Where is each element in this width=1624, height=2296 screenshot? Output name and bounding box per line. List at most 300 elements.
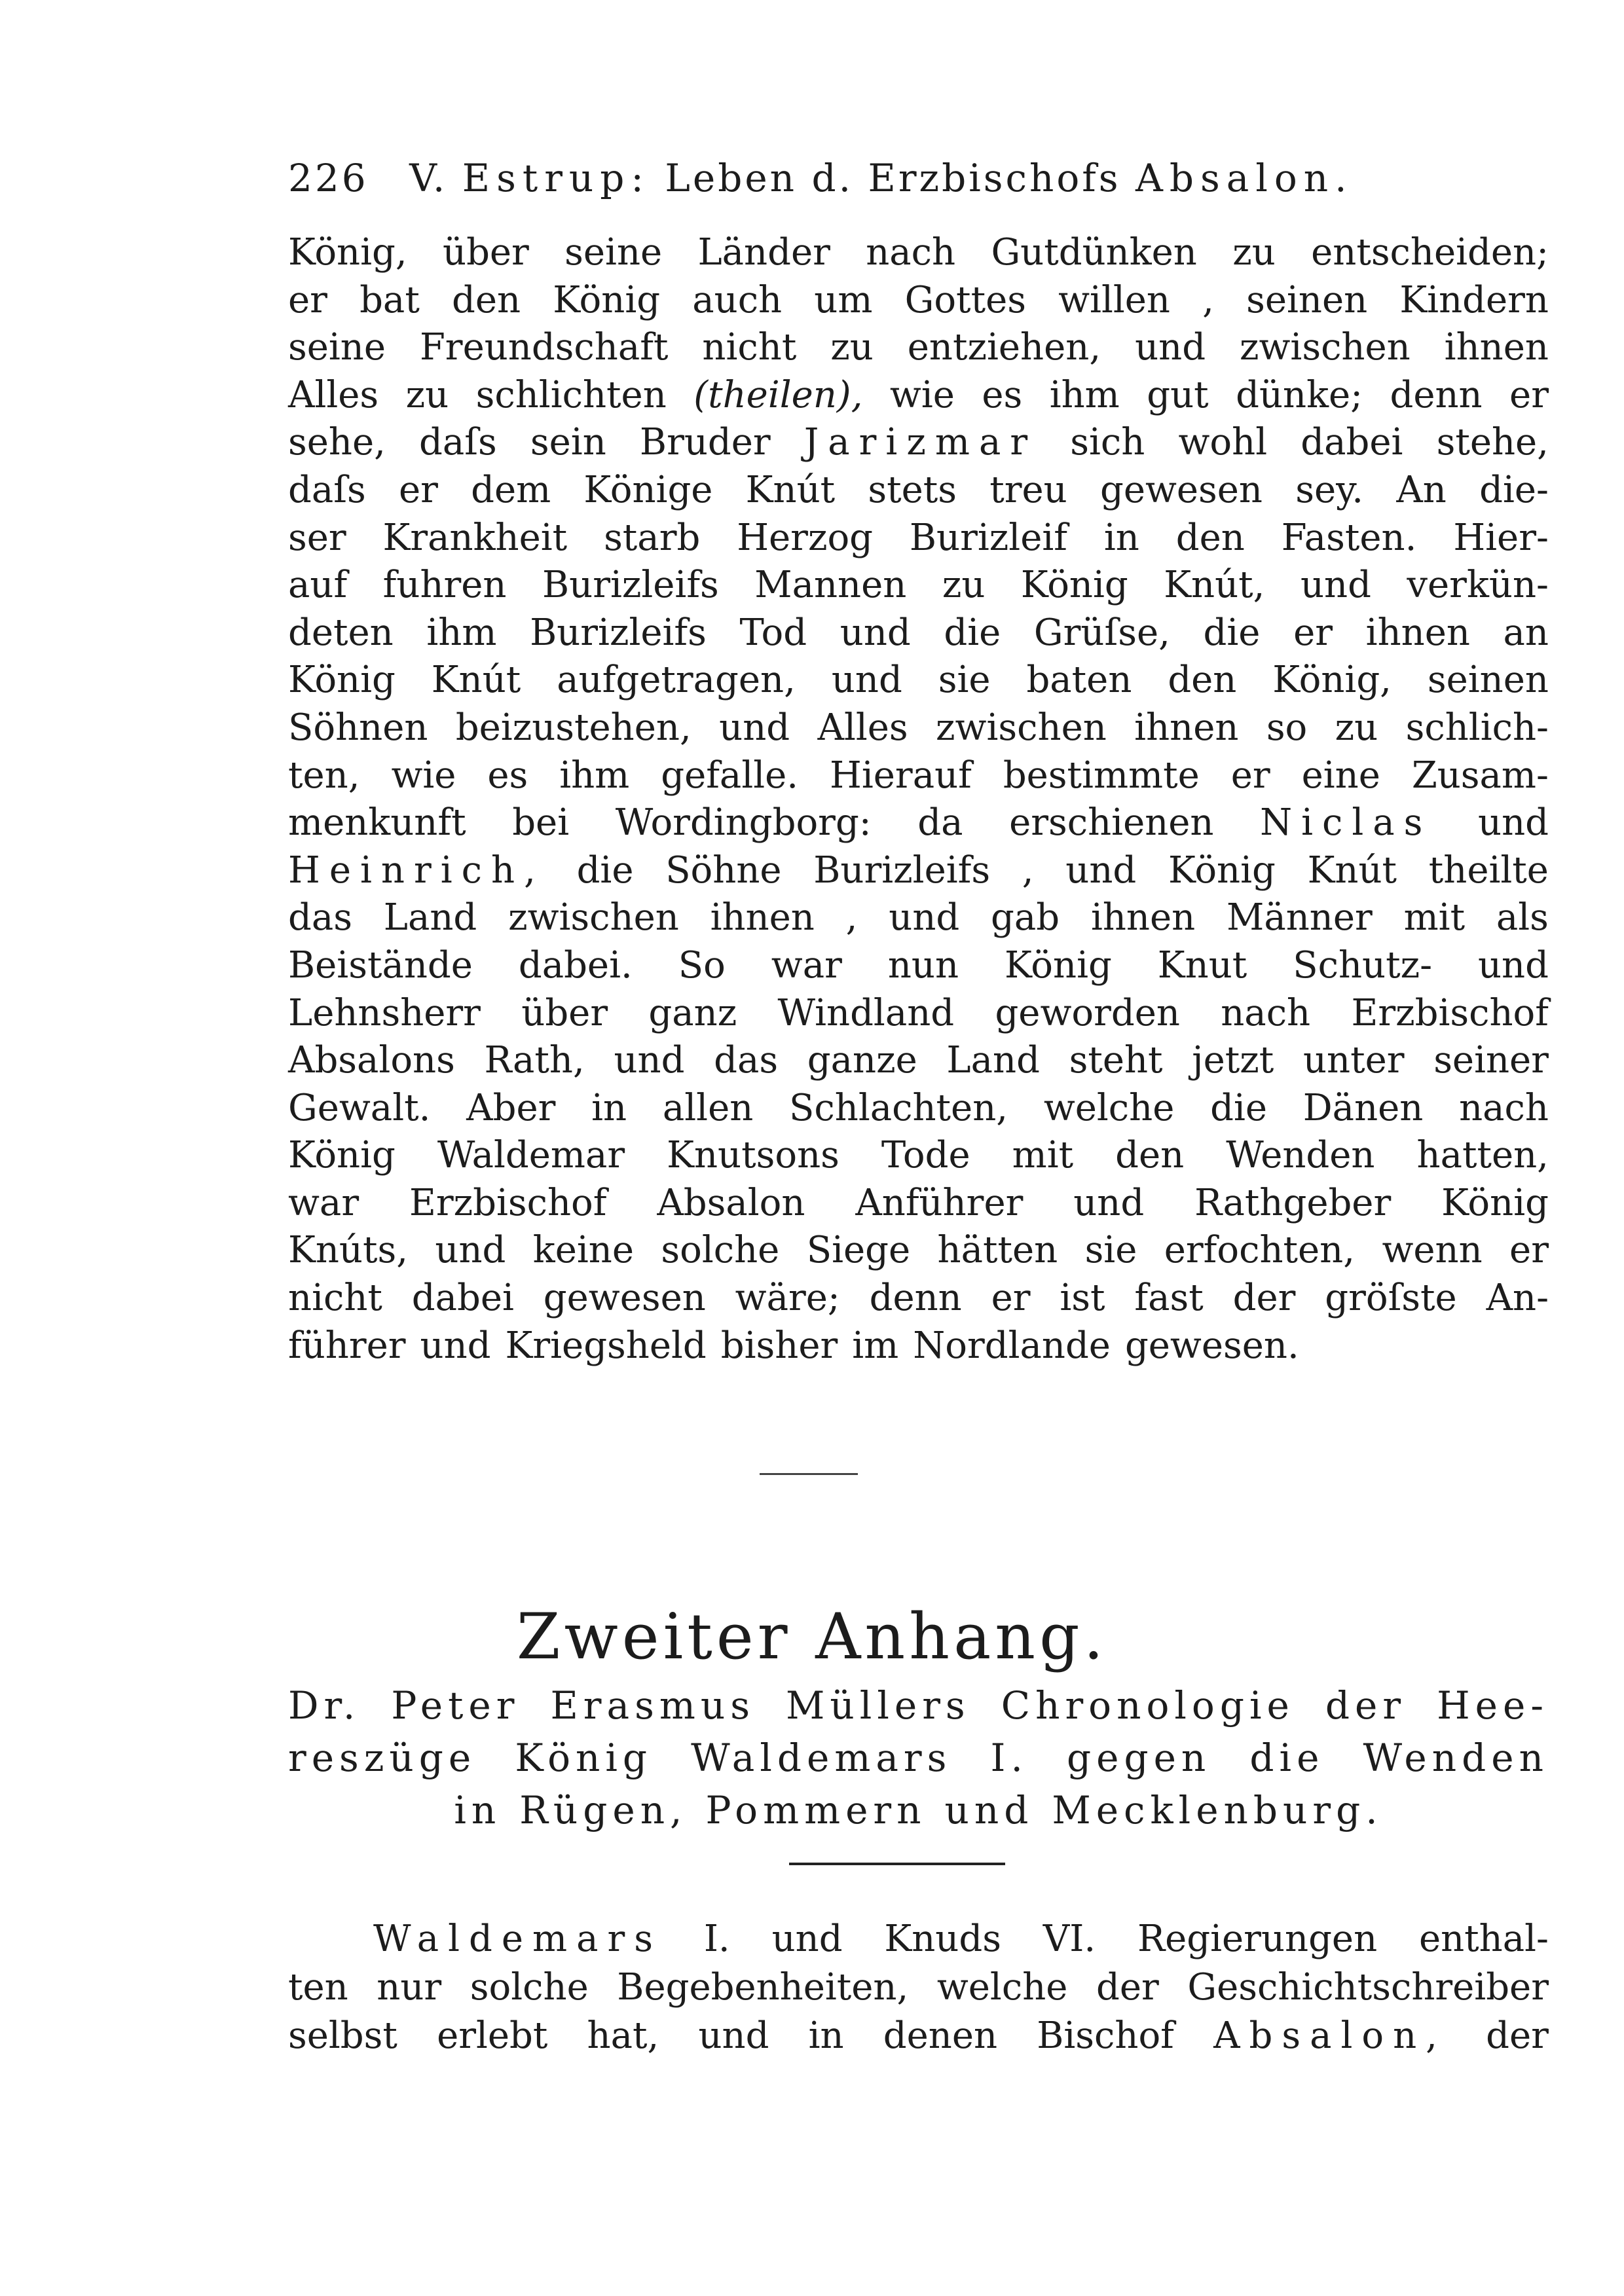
word: VI.	[1043, 1918, 1096, 1960]
word: gewesen	[1099, 468, 1263, 511]
word: Knút,	[1164, 564, 1265, 607]
word: Schutz-	[1293, 943, 1433, 987]
word: als	[1496, 896, 1549, 939]
word: hätten	[937, 1229, 1058, 1272]
word: steht	[1069, 1039, 1163, 1082]
word: sehe,	[288, 421, 386, 464]
word: Knút	[745, 468, 836, 511]
word: entscheiden;	[1311, 231, 1549, 274]
word: seiner	[1433, 1039, 1549, 1082]
word: erfochten,	[1164, 1229, 1356, 1272]
word: über	[443, 231, 529, 274]
word: Freundschaft	[419, 326, 669, 369]
text-line	[288, 1275, 1549, 1322]
word: König	[288, 659, 396, 702]
word: und	[840, 611, 911, 654]
word: seinen	[1427, 659, 1549, 702]
word: Bruder	[639, 421, 771, 464]
word: König	[1004, 943, 1112, 987]
word: ihm	[426, 611, 497, 654]
word: der	[1486, 2014, 1549, 2057]
word: die	[1203, 611, 1261, 654]
final-paragraph	[288, 1915, 1549, 2060]
word: er	[1509, 1229, 1549, 1272]
word: Knutsons	[667, 1134, 840, 1177]
word: bei	[512, 801, 570, 845]
word: Grüſse,	[1033, 611, 1170, 654]
text-line	[288, 324, 1549, 372]
word: die	[1249, 1736, 1325, 1780]
word: führer	[288, 1324, 406, 1367]
word: gröſste	[1325, 1277, 1457, 1320]
word: Land	[946, 1039, 1040, 1082]
header-title-name: Absalon.	[1135, 156, 1354, 200]
word: der	[1232, 1277, 1296, 1320]
word: nicht	[702, 326, 797, 369]
running-header	[288, 152, 1532, 204]
word: hat,	[587, 2014, 659, 2057]
word: König,	[288, 231, 407, 274]
text-line	[288, 1784, 1549, 1836]
text-line	[288, 467, 1549, 515]
word: schlichten	[475, 373, 667, 416]
word: so	[1266, 706, 1308, 749]
word: seine	[564, 231, 663, 274]
word: aufgetragen,	[557, 659, 796, 702]
word: ,	[1022, 848, 1034, 892]
word: zu	[830, 326, 874, 369]
word: ,	[845, 896, 858, 939]
word: König	[515, 1736, 653, 1780]
word: sie	[1084, 1229, 1137, 1272]
word: Söhne	[665, 848, 782, 892]
word: und	[1065, 848, 1137, 892]
word: Knúts,	[288, 1229, 409, 1272]
word: Kindern	[1399, 278, 1549, 321]
word: das	[288, 896, 352, 939]
word: ,	[1202, 278, 1214, 321]
word: dabei.	[518, 943, 633, 987]
word: ihm	[559, 754, 630, 797]
word: ihnen	[1365, 611, 1470, 654]
word: in	[591, 1086, 627, 1129]
text-line	[288, 1227, 1549, 1275]
text-line	[288, 942, 1549, 990]
word: gewesen	[543, 1277, 706, 1320]
word: Absalon,	[1213, 2014, 1447, 2057]
word: auf	[288, 564, 348, 607]
word: König	[1020, 564, 1128, 607]
text-line	[288, 894, 1549, 942]
text-line	[288, 1132, 1549, 1180]
word: zu	[1232, 231, 1276, 274]
word: gefalle.	[661, 754, 799, 797]
word: sein	[530, 421, 606, 464]
word: An-	[1486, 1277, 1549, 1320]
word: in	[1103, 516, 1139, 559]
word: Absalons	[288, 1039, 455, 1082]
word: Mecklenburg.	[1052, 1788, 1383, 1832]
word: Begebenheiten,	[617, 1966, 909, 2009]
word: er	[991, 1277, 1031, 1320]
word: Männer	[1226, 896, 1373, 939]
word: Rathgeber	[1194, 1181, 1392, 1224]
word: dem	[471, 468, 551, 511]
word: fast	[1134, 1277, 1204, 1320]
word: Burizleif	[909, 516, 1067, 559]
word: und	[831, 659, 902, 702]
word: Land	[383, 896, 477, 939]
word: Regierungen	[1137, 1918, 1378, 1960]
word: er	[1293, 611, 1333, 654]
word: und	[719, 706, 790, 749]
word: Alles	[288, 373, 379, 416]
word: zu	[405, 373, 449, 416]
word: fuhren	[382, 564, 507, 607]
text-line	[288, 657, 1549, 704]
text-line	[288, 847, 1549, 895]
word: sey.	[1295, 468, 1364, 511]
word: Könige	[583, 468, 713, 511]
word: reszüge	[288, 1736, 477, 1780]
word: seine	[288, 326, 386, 369]
word: Knuds	[884, 1918, 1001, 1960]
word: und	[771, 1918, 843, 1960]
text-line	[288, 1915, 1549, 1963]
word: Lehnsherr	[288, 991, 481, 1034]
word: entziehen,	[907, 326, 1101, 369]
word: willen	[1058, 278, 1170, 321]
word: die	[576, 848, 634, 892]
word: und	[1300, 564, 1371, 607]
word: Fasten.	[1281, 516, 1417, 559]
word: wohl	[1178, 421, 1268, 464]
text-line	[288, 610, 1549, 657]
word: So	[678, 943, 726, 987]
word: Müllers	[786, 1683, 970, 1728]
word: er	[288, 278, 327, 321]
text-line	[288, 1963, 1549, 2012]
page-number: 226	[288, 156, 369, 200]
word: (theilen),	[693, 373, 863, 416]
word: und	[889, 896, 960, 939]
word: zwischen	[936, 706, 1107, 749]
text-line	[288, 419, 1549, 467]
word: Länder	[697, 231, 830, 274]
word: den	[1168, 659, 1237, 702]
word: bat	[360, 278, 420, 321]
word: Anführer	[855, 1181, 1024, 1224]
word: ist	[1060, 1277, 1105, 1320]
word: Hier-	[1453, 516, 1549, 559]
word: mit	[1012, 1134, 1074, 1177]
text-line	[288, 1732, 1549, 1784]
text-line	[288, 990, 1549, 1038]
word: stets	[868, 468, 957, 511]
word: Nordlande	[913, 1324, 1111, 1367]
word: ganze	[807, 1039, 917, 1082]
text-line	[288, 752, 1549, 800]
word: wie	[889, 373, 955, 416]
text-line	[288, 1180, 1549, 1228]
word: ganz	[648, 991, 737, 1034]
word: es	[487, 754, 528, 797]
word: Waldemars	[373, 1918, 662, 1960]
word: war	[771, 943, 842, 987]
word: den	[451, 278, 521, 321]
word: er	[1509, 373, 1549, 416]
word: Beistände	[288, 943, 473, 987]
text-line	[288, 799, 1549, 847]
word: Dr.	[288, 1683, 361, 1728]
word: enthal-	[1418, 1918, 1549, 1960]
word: Mannen	[754, 564, 907, 607]
word: jetzt	[1192, 1039, 1274, 1082]
word: baten	[1026, 659, 1132, 702]
word: sie	[938, 659, 991, 702]
word: Dänen	[1302, 1086, 1424, 1129]
word: im	[852, 1324, 899, 1367]
word: zu	[1335, 706, 1378, 749]
word: der	[1325, 1683, 1407, 1728]
word: Alles	[817, 706, 908, 749]
word: Knút	[431, 659, 521, 702]
word: Geschichtschreiber	[1187, 1966, 1549, 2009]
word: Chronologie	[1001, 1683, 1295, 1728]
word: denn	[1390, 373, 1483, 416]
word: Siege	[806, 1229, 911, 1272]
word: Burizleifs	[813, 848, 991, 892]
word: ten,	[288, 754, 360, 797]
word: und	[698, 2014, 769, 2057]
word: bisher	[720, 1324, 838, 1367]
word: denen	[883, 2014, 998, 2057]
text-line	[288, 1085, 1549, 1133]
word: nach	[866, 231, 956, 274]
word: treu	[989, 468, 1067, 511]
word: gegen	[1067, 1736, 1211, 1780]
word: welche	[936, 1966, 1068, 2009]
word: ihm	[1049, 373, 1120, 416]
word: Wenden	[1363, 1736, 1549, 1780]
word: bestimmte	[1003, 754, 1200, 797]
word: König	[1441, 1181, 1549, 1224]
header-author-prefix: V.	[409, 156, 448, 200]
text-line	[288, 277, 1549, 325]
word: an	[1503, 611, 1549, 654]
word: wie	[391, 754, 456, 797]
word: I.	[703, 1918, 730, 1960]
word: auch	[692, 278, 783, 321]
word: starb	[604, 516, 701, 559]
word: Erzbischof	[1351, 991, 1549, 1034]
word: zwischen	[1239, 326, 1411, 369]
word: da	[917, 801, 963, 845]
word: keine	[532, 1229, 634, 1272]
word: ihnen	[1134, 706, 1239, 749]
word: I.	[990, 1736, 1028, 1780]
word: Burizleifs	[542, 564, 719, 607]
word: dabei	[411, 1277, 514, 1320]
word: Krankheit	[382, 516, 568, 559]
text-line	[288, 562, 1549, 610]
word: den	[1115, 1134, 1185, 1177]
word: geworden	[995, 991, 1180, 1034]
word: Rügen,	[519, 1788, 688, 1832]
text-line	[288, 229, 1549, 277]
word: ser	[288, 516, 346, 559]
word: und	[435, 1229, 506, 1272]
word: mit	[1403, 896, 1466, 939]
text-line	[288, 1322, 1549, 1370]
word: zwischen	[508, 896, 679, 939]
word: Burizleifs	[530, 611, 707, 654]
word: ihnen	[1090, 896, 1196, 939]
word: er	[398, 468, 438, 511]
word: Gutdünken	[991, 231, 1197, 274]
word: dünke;	[1236, 373, 1363, 416]
word: Waldemars	[691, 1736, 952, 1780]
word: ihnen	[710, 896, 815, 939]
word: das	[714, 1039, 779, 1082]
section-divider	[789, 1863, 1005, 1865]
word: erlebt	[437, 2014, 548, 2057]
word: ten	[288, 1966, 348, 2009]
word: erschienen	[1009, 801, 1214, 845]
word: Knut	[1157, 943, 1247, 987]
word: Hee-	[1437, 1683, 1549, 1728]
word: nach	[1459, 1086, 1549, 1129]
word: und	[614, 1039, 685, 1082]
word: und	[1478, 801, 1549, 845]
word: und	[1477, 943, 1549, 987]
word: Tode	[881, 1134, 970, 1177]
word: seinen	[1246, 278, 1368, 321]
section-divider-short	[760, 1473, 858, 1475]
word: in	[454, 1788, 502, 1832]
word: An	[1396, 468, 1447, 511]
word: die-	[1479, 468, 1549, 511]
text-line	[288, 2012, 1549, 2060]
word: Erzbischof	[409, 1181, 607, 1224]
word: denn	[869, 1277, 962, 1320]
word: dabei	[1301, 421, 1403, 464]
header-author: Estrup:	[462, 156, 650, 200]
word: wäre;	[735, 1277, 840, 1320]
section-subtitle	[288, 1679, 1549, 1836]
word: der	[1096, 1966, 1159, 2009]
word: deten	[288, 611, 394, 654]
word: sich	[1070, 421, 1145, 464]
word: Aber	[466, 1086, 556, 1129]
word: und	[1073, 1181, 1145, 1224]
word: schlich-	[1405, 706, 1549, 749]
word: in	[808, 2014, 844, 2057]
word: Söhnen	[288, 706, 428, 749]
word: solche	[470, 1966, 589, 2009]
word: Knút	[1307, 848, 1397, 892]
word: verkün-	[1407, 564, 1549, 607]
word: Jarizmar	[803, 421, 1037, 464]
word: nicht	[288, 1277, 382, 1320]
word: Schlachten,	[789, 1086, 1008, 1129]
word: König,	[1272, 659, 1392, 702]
word: menkunft	[288, 801, 466, 845]
word: gewesen.	[1124, 1324, 1299, 1367]
word: König	[1168, 848, 1276, 892]
word: war	[288, 1181, 360, 1224]
word: beizustehen,	[455, 706, 692, 749]
word: Waldemar	[437, 1134, 625, 1177]
section-title: Zweiter Anhang.	[516, 1600, 1108, 1673]
text-line	[288, 372, 1549, 420]
word: die	[1210, 1086, 1268, 1129]
word: gab	[991, 896, 1060, 939]
word: hatten,	[1416, 1134, 1549, 1177]
word: und	[1135, 326, 1206, 369]
word: Gewalt.	[288, 1086, 431, 1129]
word: Heinrich,	[288, 848, 545, 892]
word: allen	[662, 1086, 754, 1129]
word: gut	[1147, 373, 1209, 416]
word: Tod	[739, 611, 807, 654]
word: nur	[377, 1966, 442, 2009]
word: Rath,	[484, 1039, 585, 1082]
word: stehe,	[1436, 421, 1549, 464]
word: über	[521, 991, 608, 1034]
word: Erasmus	[550, 1683, 755, 1728]
word: Herzog	[737, 516, 874, 559]
word: Absalon	[657, 1181, 805, 1224]
word: er	[1230, 754, 1270, 797]
word: Hierauf	[830, 754, 972, 797]
word: zu	[942, 564, 986, 607]
header-title: Leben d. Erzbischofs	[665, 156, 1121, 200]
word: theilte	[1428, 848, 1549, 892]
word: und	[420, 1324, 491, 1367]
word: welche	[1043, 1086, 1175, 1129]
word: Pommern	[705, 1788, 927, 1832]
word: Windland	[777, 991, 955, 1034]
word: Wenden	[1226, 1134, 1375, 1177]
word: Zusam-	[1411, 754, 1549, 797]
word: Niclas	[1260, 801, 1432, 845]
text-line	[288, 1037, 1549, 1085]
word: den	[1175, 516, 1245, 559]
word: es	[982, 373, 1023, 416]
word: König	[553, 278, 661, 321]
word: unter	[1302, 1039, 1405, 1082]
word: ihnen	[1444, 326, 1549, 369]
word: solche	[661, 1229, 780, 1272]
word: Wordingborg:	[615, 801, 872, 845]
text-line	[288, 1679, 1549, 1732]
word: Gottes	[904, 278, 1026, 321]
word: nach	[1221, 991, 1311, 1034]
word: die	[944, 611, 1001, 654]
text-line	[288, 515, 1549, 562]
body-paragraph	[288, 229, 1549, 1370]
word: Bischof	[1037, 2014, 1174, 2057]
text-line	[288, 704, 1549, 752]
word: daſs	[288, 468, 366, 511]
word: um	[814, 278, 873, 321]
word: selbst	[288, 2014, 397, 2057]
word: wenn	[1382, 1229, 1483, 1272]
word: Kriegsheld	[505, 1324, 707, 1367]
word: Peter	[391, 1683, 520, 1728]
word: nun	[887, 943, 959, 987]
